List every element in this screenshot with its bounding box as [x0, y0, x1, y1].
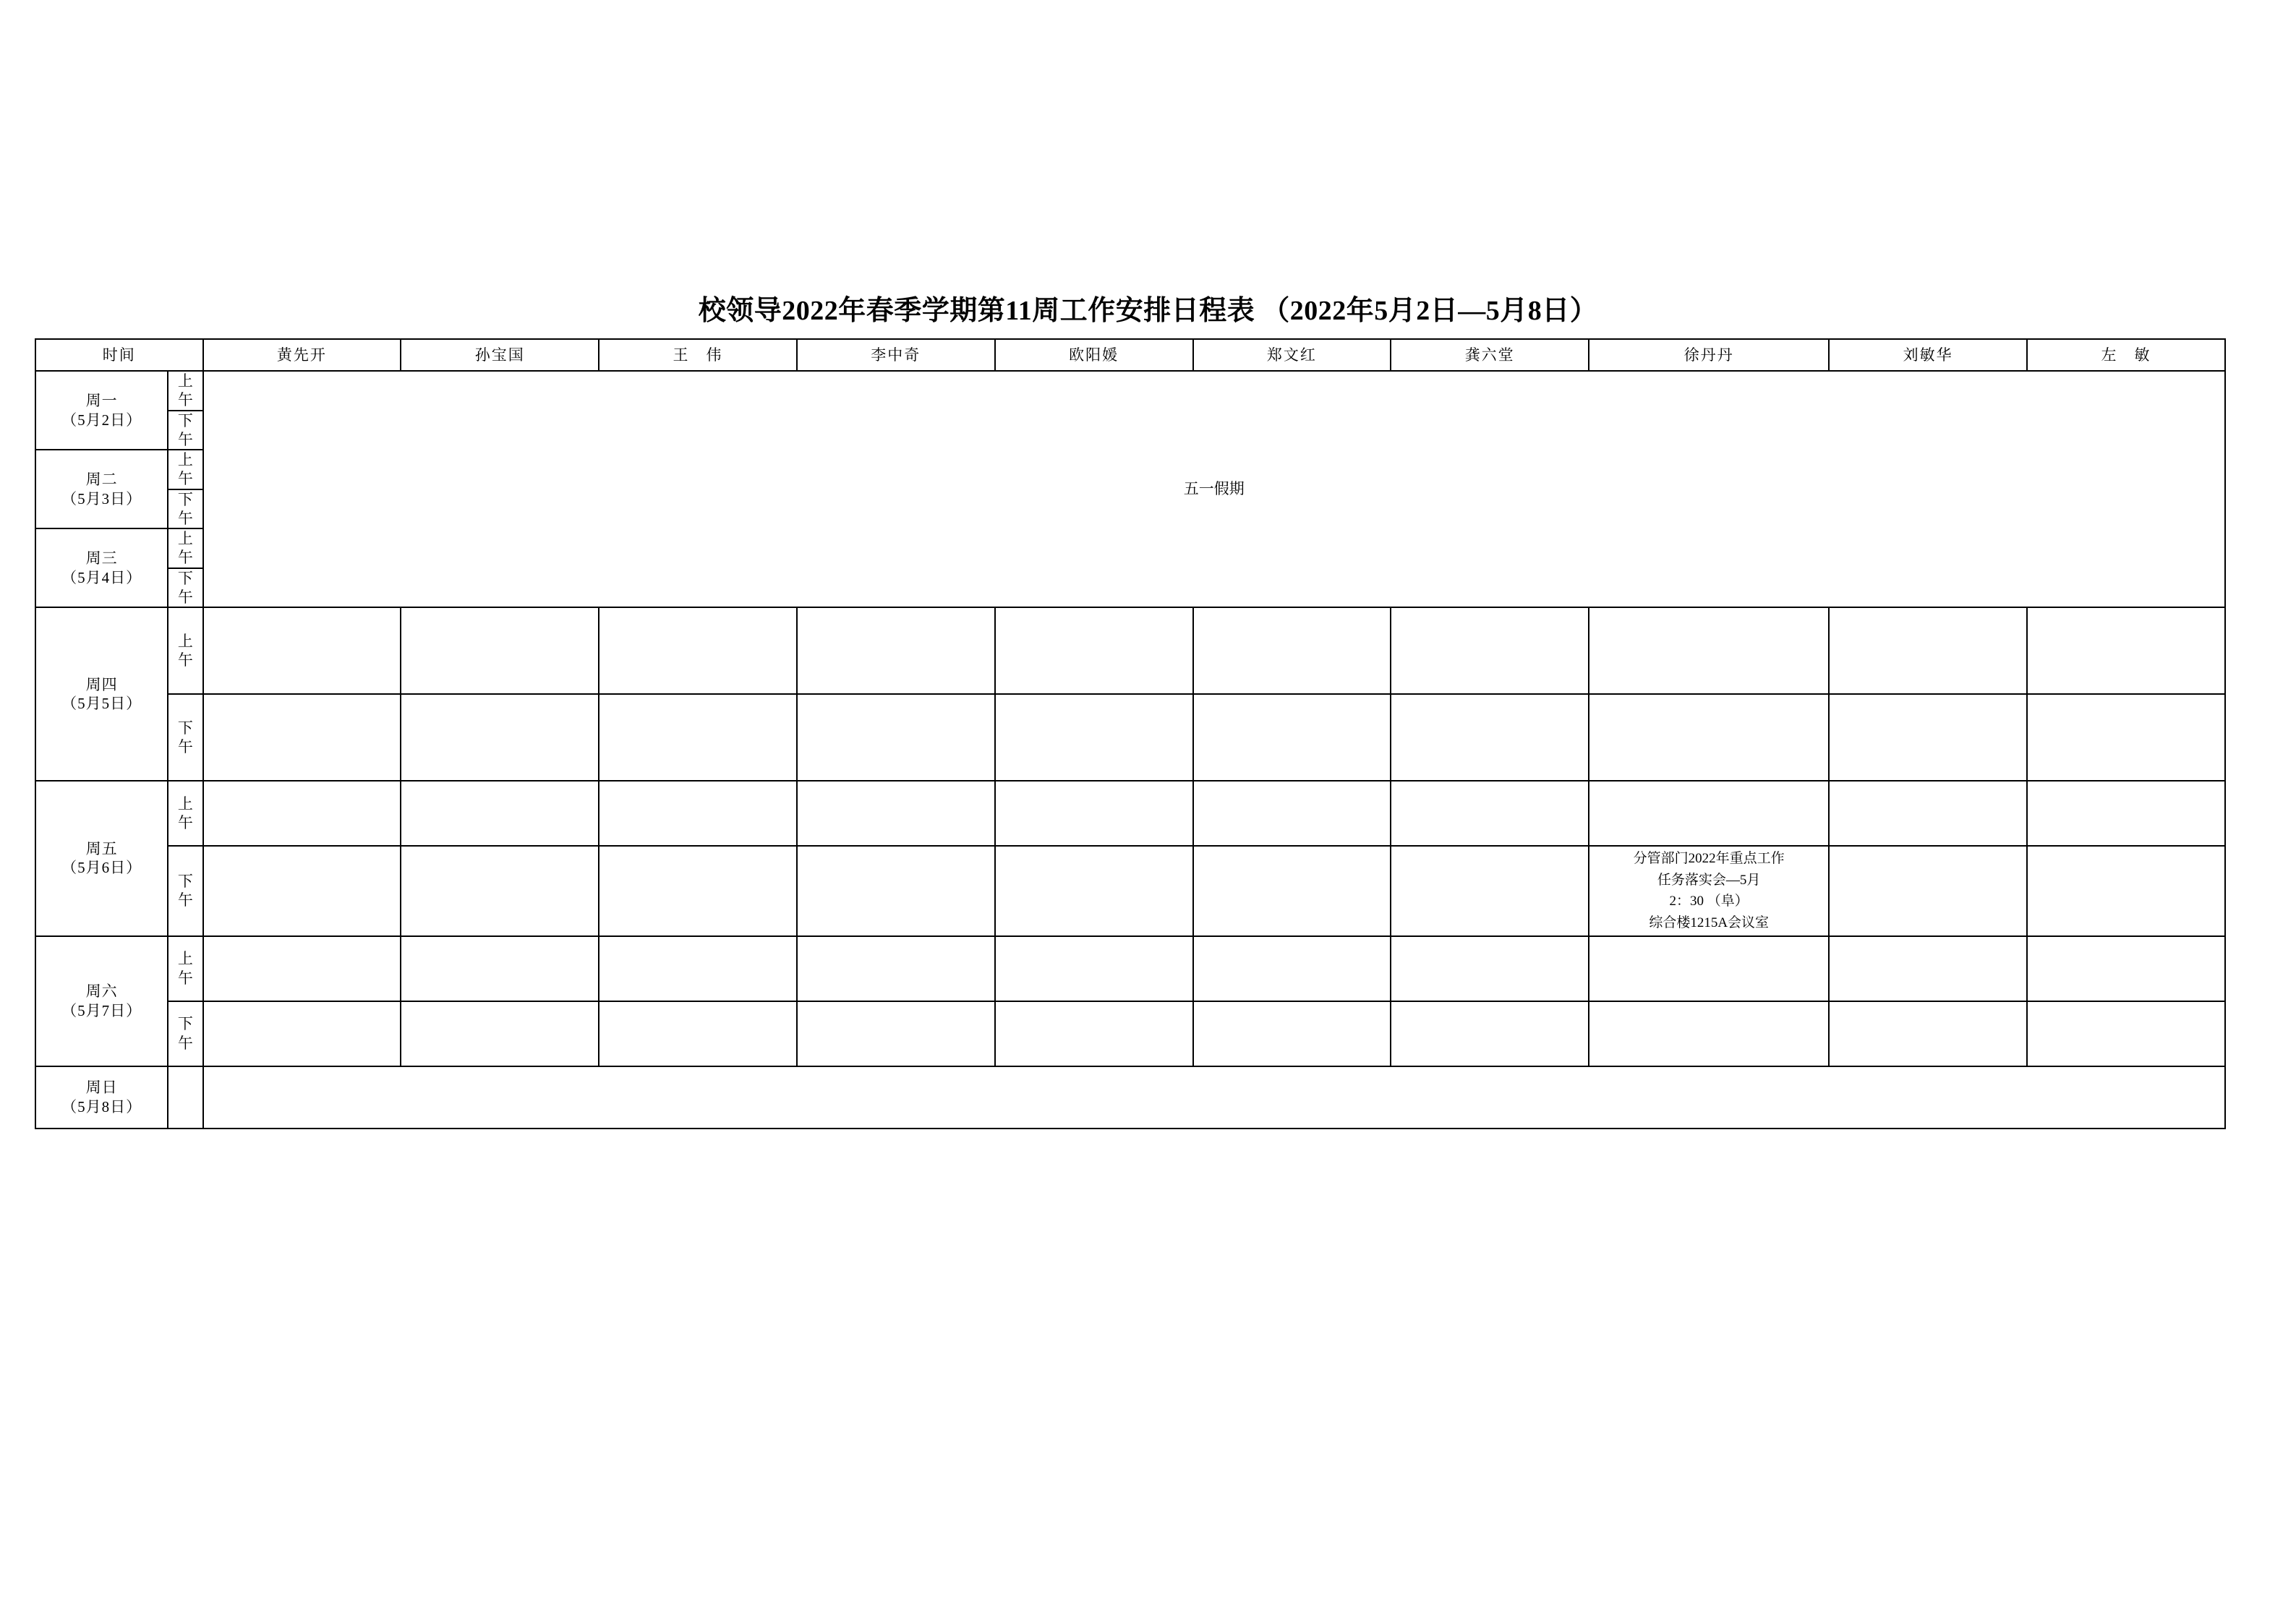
- half-label-mon-pm: [168, 411, 202, 450]
- cell-fri-am-9[interactable]: [2027, 781, 2225, 846]
- cell-thu-pm-6[interactable]: [1391, 694, 1589, 781]
- cell-thu-pm-5[interactable]: [1193, 694, 1391, 781]
- header-person-1: 孙宝国: [401, 339, 599, 371]
- cell-fri-am-2[interactable]: [599, 781, 797, 846]
- day-label-monday: [35, 371, 168, 450]
- schedule-table: [35, 338, 2226, 1129]
- cell-sat-am-1[interactable]: [401, 936, 599, 1001]
- cell-sat-pm-4[interactable]: [995, 1001, 1193, 1066]
- header-time: 时间: [35, 339, 203, 371]
- cell-thu-pm-7[interactable]: [1589, 694, 1829, 781]
- cell-thu-am-2[interactable]: [599, 607, 797, 694]
- half-char-1: 下: [177, 873, 193, 891]
- day-label-tuesday: [35, 450, 168, 528]
- header-person-5: 郑文红: [1193, 339, 1391, 371]
- half-label-wed-am: [168, 528, 202, 568]
- half-char-2: 午: [177, 651, 193, 669]
- cell-fri-am-8[interactable]: [1829, 781, 2027, 846]
- table-row: [35, 607, 2225, 694]
- half-char-2: 午: [177, 549, 193, 567]
- cell-fri-am-0[interactable]: [203, 781, 401, 846]
- cell-thu-am-9[interactable]: [2027, 607, 2225, 694]
- cell-thu-am-0[interactable]: [203, 607, 401, 694]
- day-date-tuesday: （5月3日）: [61, 489, 142, 508]
- half-char-2: 午: [177, 814, 193, 831]
- cell-sat-pm-8[interactable]: [1829, 1001, 2027, 1066]
- cell-fri-pm-4[interactable]: [995, 846, 1193, 936]
- cell-thu-am-5[interactable]: [1193, 607, 1391, 694]
- day-label-thursday: [35, 607, 168, 781]
- half-label-tue-pm: [168, 489, 202, 529]
- holiday-merged-cell[interactable]: 五一假期: [203, 371, 2225, 607]
- table-row: [35, 371, 2225, 411]
- cell-thu-am-4[interactable]: [995, 607, 1193, 694]
- header-person-3: 李中奇: [797, 339, 995, 371]
- cell-sat-pm-0[interactable]: [203, 1001, 401, 1066]
- cell-fri-am-7[interactable]: [1589, 781, 1829, 846]
- cell-sat-am-5[interactable]: [1193, 936, 1391, 1001]
- cell-thu-am-7[interactable]: [1589, 607, 1829, 694]
- day-name-saturday: 周六: [85, 982, 118, 1001]
- cell-thu-am-6[interactable]: [1391, 607, 1589, 694]
- cell-sat-am-3[interactable]: [797, 936, 995, 1001]
- day-label-saturday: [35, 936, 168, 1066]
- table-row: [35, 1001, 2225, 1066]
- cell-sat-pm-7[interactable]: [1589, 1001, 1829, 1066]
- table-header-row: [35, 339, 2225, 371]
- half-char-2: 午: [177, 588, 193, 606]
- header-person-8: 刘敏华: [1829, 339, 2027, 371]
- header-person-7: 徐丹丹: [1589, 339, 1829, 371]
- event-text-line-3: 2：30 （阜）: [1669, 894, 1749, 909]
- cell-thu-am-8[interactable]: [1829, 607, 2027, 694]
- cell-fri-pm-9[interactable]: [2027, 846, 2225, 936]
- table-row: [35, 936, 2225, 1001]
- half-label-sat-am: [168, 936, 202, 1001]
- half-char-1: 下: [177, 719, 193, 737]
- half-char-2: 午: [177, 470, 193, 488]
- cell-thu-pm-2[interactable]: [599, 694, 797, 781]
- half-label-fri-pm: [168, 846, 202, 936]
- half-char-1: 上: [177, 632, 193, 650]
- cell-sat-pm-5[interactable]: [1193, 1001, 1391, 1066]
- cell-sat-pm-3[interactable]: [797, 1001, 995, 1066]
- half-label-thu-am: [168, 607, 202, 694]
- cell-thu-am-3[interactable]: [797, 607, 995, 694]
- half-char-2: 午: [177, 509, 193, 527]
- day-label-friday: [35, 781, 168, 936]
- cell-fri-am-3[interactable]: [797, 781, 995, 846]
- cell-sat-pm-1[interactable]: [401, 1001, 599, 1066]
- cell-fri-pm-7-event[interactable]: [1589, 846, 1829, 936]
- day-name-sunday: 周日: [85, 1079, 118, 1097]
- header-person-4: 欧阳媛: [995, 339, 1193, 371]
- half-char-1: 上: [177, 950, 193, 968]
- half-char-1: 下: [177, 411, 193, 429]
- header-person-6: 龚六堂: [1391, 339, 1589, 371]
- half-char-1: 下: [177, 1015, 193, 1033]
- half-char-1: 上: [177, 372, 193, 390]
- day-date-sunday: （5月8日）: [61, 1097, 142, 1115]
- header-person-2: 王 伟: [599, 339, 797, 371]
- day-name-wednesday: 周三: [85, 549, 118, 568]
- half-char-2: 午: [177, 1034, 193, 1052]
- cell-fri-am-1[interactable]: [401, 781, 599, 846]
- table-row: [35, 846, 2225, 936]
- cell-fri-am-5[interactable]: [1193, 781, 1391, 846]
- half-char-2: 午: [177, 391, 193, 409]
- day-date-wednesday: （5月4日）: [61, 568, 142, 586]
- event-text-line-4: 综合楼1215A会议室: [1649, 915, 1770, 930]
- cell-sat-am-7[interactable]: [1589, 936, 1829, 1001]
- cell-fri-am-4[interactable]: [995, 781, 1193, 846]
- half-label-fri-am: [168, 781, 202, 846]
- half-label-mon-am: [168, 371, 202, 411]
- cell-fri-pm-2[interactable]: [599, 846, 797, 936]
- header-person-9: 左 敏: [2027, 339, 2225, 371]
- half-label-sun: [168, 1066, 202, 1129]
- header-person-0: 黄先开: [203, 339, 401, 371]
- half-char-2: 午: [177, 969, 193, 987]
- day-date-saturday: （5月7日）: [61, 1001, 142, 1019]
- cell-sat-am-2[interactable]: [599, 936, 797, 1001]
- day-name-thursday: 周四: [85, 675, 118, 693]
- cell-sat-am-4[interactable]: [995, 936, 1193, 1001]
- half-char-1: 下: [177, 490, 193, 508]
- cell-sat-am-6[interactable]: [1391, 936, 1589, 1001]
- cell-thu-pm-8[interactable]: [1829, 694, 2027, 781]
- half-char-1: 上: [177, 451, 193, 468]
- day-date-thursday: （5月5日）: [61, 695, 142, 712]
- cell-sat-am-8[interactable]: [1829, 936, 2027, 1001]
- cell-sat-am-0[interactable]: [203, 936, 401, 1001]
- half-char-1: 上: [177, 795, 193, 813]
- cell-thu-pm-1[interactable]: [401, 694, 599, 781]
- cell-fri-pm-3[interactable]: [797, 846, 995, 936]
- cell-thu-pm-4[interactable]: [995, 694, 1193, 781]
- cell-fri-pm-1[interactable]: [401, 846, 599, 936]
- half-label-wed-pm: [168, 568, 202, 608]
- cell-fri-pm-8[interactable]: [1829, 846, 2027, 936]
- cell-sun-merged[interactable]: [203, 1066, 2225, 1129]
- cell-sat-pm-2[interactable]: [599, 1001, 797, 1066]
- cell-sat-am-9[interactable]: [2027, 936, 2225, 1001]
- cell-sat-pm-9[interactable]: [2027, 1001, 2225, 1066]
- table-row: [35, 1066, 2225, 1129]
- cell-fri-pm-0[interactable]: [203, 846, 401, 936]
- half-label-tue-am: [168, 450, 202, 489]
- day-date-monday: （5月2日）: [61, 411, 142, 429]
- cell-thu-pm-0[interactable]: [203, 694, 401, 781]
- day-label-wednesday: [35, 528, 168, 607]
- half-label-thu-pm: [168, 694, 202, 781]
- half-char-1: 下: [177, 569, 193, 587]
- cell-sat-pm-6[interactable]: [1391, 1001, 1589, 1066]
- cell-thu-pm-9[interactable]: [2027, 694, 2225, 781]
- event-text-line-1: 分管部门2022年重点工作: [1633, 851, 1785, 866]
- page-title: 校领导2022年春季学期第11周工作安排日程表 （2022年5月2日—5月8日）: [698, 296, 1598, 326]
- day-date-friday: （5月6日）: [61, 859, 142, 877]
- half-char-2: 午: [177, 738, 193, 755]
- day-label-sunday: [35, 1066, 168, 1129]
- day-name-friday: 周五: [85, 840, 118, 858]
- half-char-2: 午: [177, 430, 193, 448]
- event-text-line-2: 任务落实会—5月: [1657, 872, 1761, 888]
- table-row: [35, 694, 2225, 781]
- day-name-tuesday: 周二: [85, 471, 118, 489]
- cell-fri-pm-6[interactable]: [1391, 846, 1589, 936]
- cell-thu-am-1[interactable]: [401, 607, 599, 694]
- half-label-sat-pm: [168, 1001, 202, 1066]
- cell-fri-pm-5[interactable]: [1193, 846, 1391, 936]
- half-char-1: 上: [177, 530, 193, 547]
- day-name-monday: 周一: [85, 392, 118, 410]
- cell-fri-am-6[interactable]: [1391, 781, 1589, 846]
- cell-thu-pm-3[interactable]: [797, 694, 995, 781]
- half-char-2: 午: [177, 891, 193, 909]
- table-row: [35, 781, 2225, 846]
- schedule-table-wrapper: [35, 338, 2226, 1129]
